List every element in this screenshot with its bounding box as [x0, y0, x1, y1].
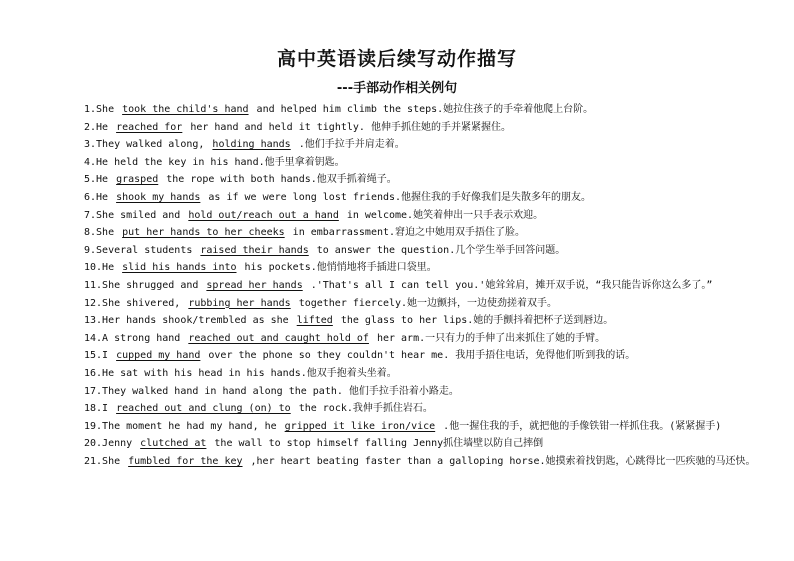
sentence-text: 18.I — [84, 403, 109, 415]
sentence-text: 16.He sat with his head in his hands.他双手抱着头坐着。 — [84, 367, 397, 379]
sentence-text: 6.He — [84, 191, 109, 203]
underlined-phrase: hold out/reach out a hand — [188, 209, 339, 221]
underlined-phrase: grasped — [116, 174, 159, 186]
sentence-text: her arm.一只有力的手伸了出来抓住了她的手臂。 — [376, 332, 606, 344]
sentence-text: 12.She shivered, — [84, 297, 181, 309]
underlined-phrase: clutched at — [140, 438, 207, 450]
sentence-line — [62, 365, 780, 383]
sentence-line — [62, 453, 780, 471]
underlined-phrase: gripped it like iron/vice — [284, 420, 436, 432]
underlined-phrase: reached out and caught hold of — [188, 332, 369, 344]
sentence-line — [62, 400, 780, 418]
sentence-text: 17.They walked hand in hand along the path. 他们手拉手沿着小路走。 — [84, 385, 459, 397]
sentence-text: 4.He held the key in his hand.他手里拿着钥匙。 — [84, 156, 345, 168]
underlined-phrase: slid his hands into — [122, 262, 237, 274]
underlined-phrase: reached out and clung (on) to — [116, 403, 291, 415]
sentence-text: in welcome.她笑着伸出一只手表示欢迎。 — [346, 209, 544, 221]
sentence-text: 2.He — [84, 121, 109, 133]
sentence-line — [62, 277, 780, 295]
sentence-line — [62, 295, 780, 313]
sentence-text: .他们手拉手并肩走着。 — [298, 139, 405, 151]
underlined-phrase: shook my hands — [116, 191, 201, 203]
sentence-line — [62, 418, 780, 436]
sentence-text: 19.The moment he had my hand, he — [84, 420, 277, 432]
sentence-line — [62, 383, 780, 401]
sentence-text: as if we were long lost friends.他握住我的手好像我们是失散多年的朋友。 — [208, 191, 592, 203]
sentence-text: 11.She shrugged and — [84, 279, 199, 291]
sentence-line — [62, 242, 780, 260]
sentence-line — [62, 259, 780, 277]
sentence-text: 9.Several students — [84, 244, 193, 256]
sentence-text: 13.Her hands shook/trembled as she — [84, 315, 289, 327]
sentence-text: and helped him climb the steps.她拉住孩子的手牵着他爬上台阶。 — [256, 104, 594, 115]
underlined-phrase: fumbled for the key — [128, 455, 243, 467]
document-subtitle: ---手部动作相关例句 — [336, 81, 458, 96]
sentence-text: 1.She — [84, 104, 115, 115]
underlined-phrase: took the child's hand — [122, 104, 249, 115]
sentence-text: 7.She smiled and — [84, 209, 181, 221]
document-title: 高中英语读后续写动作描写 — [276, 48, 517, 70]
sentence-line — [62, 224, 780, 242]
sentence-list — [62, 101, 780, 470]
sentence-line — [62, 119, 780, 137]
sentence-text: 14.A strong hand — [84, 332, 181, 344]
sentence-text: 15.I — [84, 350, 109, 362]
underlined-phrase: put her hands to her cheeks — [122, 227, 285, 239]
underlined-phrase: cupped my hand — [116, 350, 201, 362]
sentence-text: her hand and held it tightly. 他伸手抓住她的手并紧紧握住。 — [190, 121, 511, 133]
sentence-text: ,her heart beating faster than a galloping horse.她摸索着找钥匙，心跳得比一匹疾驰的马还快。 — [250, 455, 756, 467]
sentence-line — [62, 312, 780, 330]
sentence-line — [62, 435, 780, 453]
sentence-line — [62, 207, 780, 225]
sentence-text: .他一握住我的手，就把他的手像铁钳一样抓住我。(紧紧握手) — [443, 420, 722, 432]
sentence-text: his pockets.他悄悄地将手插进口袋里。 — [244, 262, 437, 274]
sentence-text: 3.They walked along, — [84, 139, 205, 151]
sentence-line — [62, 154, 780, 172]
sentence-text: together fiercely.她一边颤抖，一边使劲搓着双手。 — [298, 297, 558, 309]
sentence-text: to answer the question.几个学生举手回答问题。 — [316, 244, 566, 256]
underlined-phrase: reached for — [116, 121, 183, 133]
sentence-text: over the phone so they couldn't hear me. 我用手捂住电话，免得他们听到我的话。 — [208, 350, 636, 362]
sentence-line — [62, 330, 780, 348]
sentence-text: .'That's all I can tell you.'她耸耸肩，摊开双手说，“我只能告诉你这么多了。” — [310, 279, 713, 291]
sentence-line — [62, 347, 780, 365]
underlined-phrase: raised their hands — [200, 244, 309, 256]
underlined-phrase: holding hands — [212, 139, 291, 151]
sentence-text: 21.She — [84, 455, 121, 467]
sentence-text: 5.He — [84, 174, 109, 186]
sentence-text: 10.He — [84, 262, 115, 274]
underlined-phrase: lifted — [296, 315, 333, 327]
sentence-line — [62, 189, 780, 207]
sentence-line — [62, 101, 780, 119]
sentence-text: the rope with both hands.他双手抓着绳子。 — [166, 174, 397, 186]
sentence-text: the glass to her lips.她的手颤抖着把杯子送到唇边。 — [340, 315, 614, 327]
sentence-text: in embarrassment.窘迫之中她用双手捂住了脸。 — [292, 227, 526, 239]
sentence-line — [62, 171, 780, 189]
sentence-text: the wall to stop himself falling Jenny抓住墙壁以防自己摔倒 — [214, 438, 544, 450]
underlined-phrase: rubbing her hands — [188, 297, 291, 309]
sentence-line — [62, 136, 780, 154]
sentence-text: the rock.我伸手抓住岩石。 — [298, 403, 433, 415]
underlined-phrase: spread her hands — [206, 279, 303, 291]
sentence-text: 20.Jenny — [84, 438, 133, 450]
sentence-text: 8.She — [84, 227, 115, 239]
